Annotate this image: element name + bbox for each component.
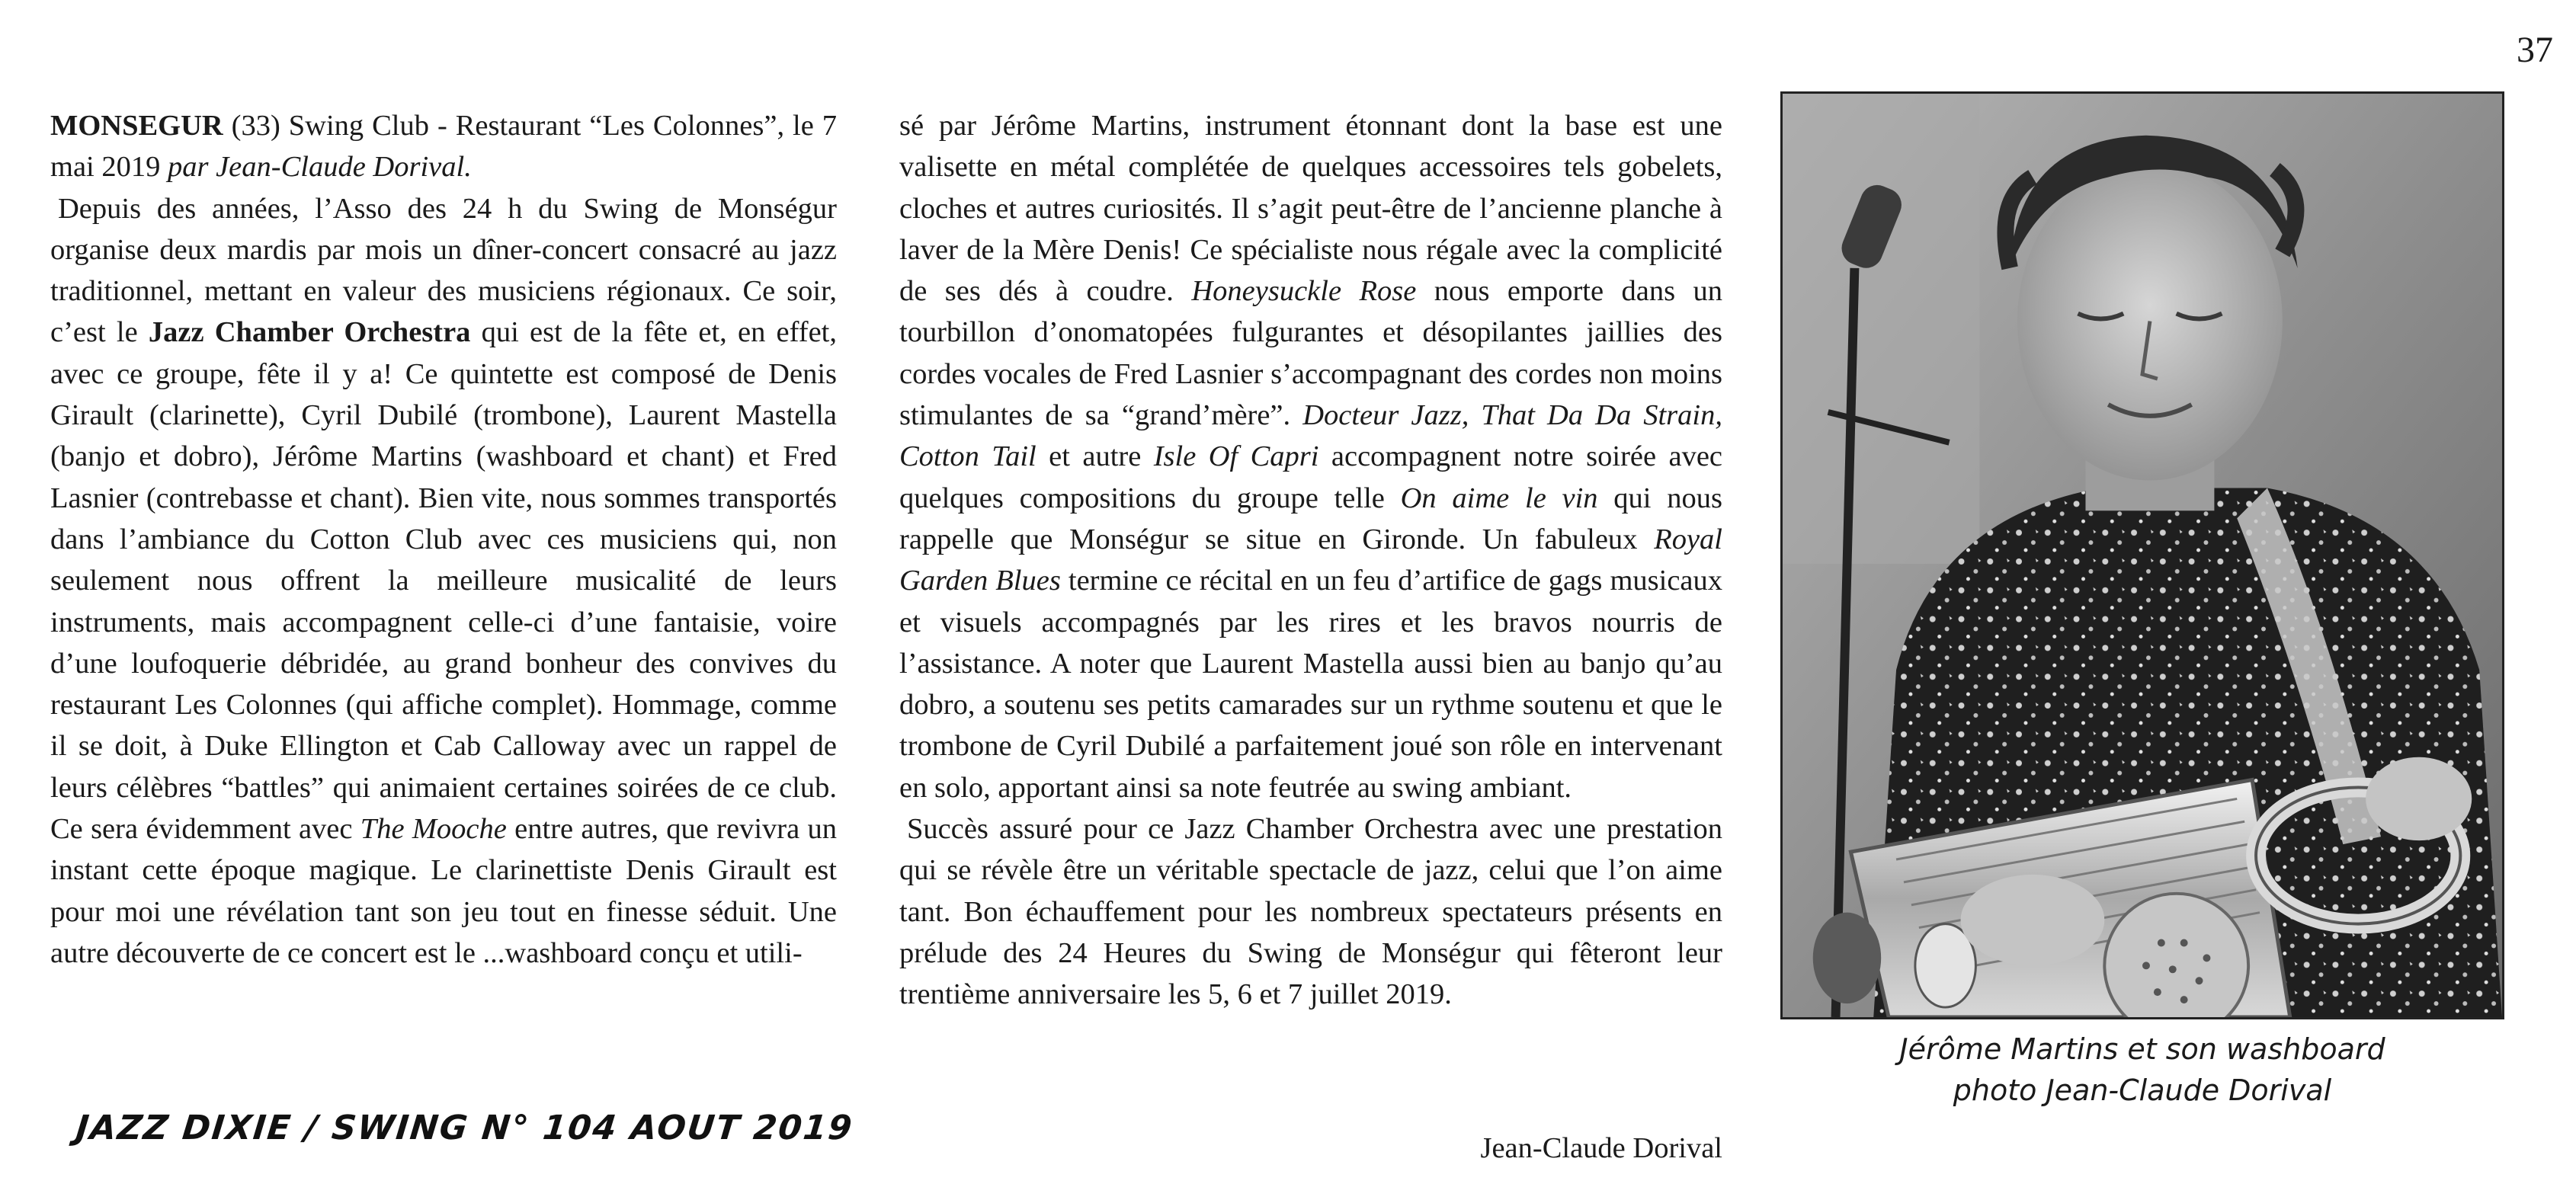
article-column-middle [899, 105, 1722, 1016]
article-column-left [50, 105, 837, 974]
photo-credit: photo Jean-Claude Dorival [1953, 1074, 2332, 1107]
handwritten-source-note: JAZZ DIXIE / SWING N° 104 AOUT 2019 [74, 1109, 855, 1147]
article-paragraph-2 [899, 105, 1722, 808]
paragraph-text: termine ce récital en un feu d’artifice de gags musicaux et visuels accompagnés par les rires et les bravos nourris de l’assistance. A noter que Laurent Mastella aussi bien au banjo qu’au dobro, a soutenu ses petits camarades sur un rythme soutenu et que le trombone de Cyril Dubilé a parfaitement joué son rôle en intervenant en solo, apportant ainsi sa note feutrée au swing ambiant. [899, 565, 1722, 804]
article-byline: par Jean-Claude Dorival. [167, 151, 472, 184]
article-paragraph-3: Succès assuré pour ce Jazz Chamber Orchestra avec une prestation qui se révèle être un véritable spectacle de jazz, celui que l’on aime tant. Bon échauffement pour les nombreux spectateurs présents en prélude des 24 Heures du Swing de Monségur qui fêteront leur trentième anniversaire les 5, 6 et 7 juillet 2019. [899, 813, 1722, 1011]
paragraph-text: et autre [1036, 440, 1154, 473]
song-title: On aime le vin [1400, 482, 1598, 514]
song-title: Docteur Jazz, That Da Da Strain, Cotton Tail [899, 399, 1722, 473]
article-photo [1780, 91, 2504, 1019]
article-signature: Jean-Claude Dorival [1480, 1132, 1722, 1164]
band-name: Jazz Chamber Orchestra [148, 316, 471, 349]
article-paragraph-1 [50, 188, 837, 974]
article-location: MONSEGUR [50, 110, 223, 142]
article-venue-date: (33) Swing Club - Restaurant “Les Colonnes”, le 7 mai 2019 [50, 110, 837, 184]
paragraph-text: entre autres, que revivra un instant cette époque magique. Le clarinettiste Denis Girault est pour moi une révélation tant son jeu tout en finesse séduit. Une autre découverte de ce concert est le ...washboard conçu et utili- [50, 813, 837, 969]
article-lead [50, 105, 837, 188]
paragraph-text: sé par Jérôme Martins, instrument étonnant dont la base est une valisette en métal complétée de quelques accessoires tels gobelets, cloches et autres curiosités. Il s’agit peut-être de l’ancienne planche à laver de la Mère Denis! Ce spécialiste nous régale avec la complicité de ses dés à coudre. [899, 110, 1722, 308]
song-title: Isle Of Capri [1153, 440, 1319, 473]
page-number: 37 [2517, 30, 2553, 70]
paragraph-text: Depuis des années, l’Asso des 24 h du Swing de Monségur organise deux mardis par mois un dîner-concert consacré au jazz traditionnel, mettant en valeur des musiciens régionaux. Ce soir, c’est le [50, 192, 837, 349]
photo-caption [1780, 1029, 2504, 1111]
paragraph-text: nous emporte dans un tourbillon d’onomatopées fulgurantes et désopilantes jaillies des cordes vocales de Fred Lasnier s’accompagnant des cordes non moins stimulantes de sa “grand’mère”. [899, 275, 1722, 432]
song-title: The Mooche [360, 813, 507, 846]
song-title: Royal Garden Blues [899, 523, 1722, 597]
musician-photo-illustration [1783, 94, 2502, 1017]
paragraph-text: qui est de la fête et, en effet, avec ce groupe, fête il y a! Ce quintette est composé de Denis Girault (clarinette), Cyril Dubilé (trombone), Laurent Mastella (banjo et dobro), Jérôme Martins (washboard et chant) et Fred Lasnier (contrebasse et chant). Bien vite, nous sommes transportés dans l’ambiance du Cotton Club avec ces musiciens qui, non seulement nous offrent la meilleure musicalité de leurs instruments, mais accompagnent celle-ci d’une fantaisie, voire d’une loufoquerie débridée, au grand bonheur des convives du restaurant Les Colonnes (qui affiche complet). Hommage, comme il se doit, à Duke Ellington et Cab Calloway avec un rappel de leurs célèbres “battles” qui animaient certaines soirées de ce club. Ce sera évidemment avec [50, 316, 837, 846]
photo-caption-title: Jérôme Martins et son washboard [1899, 1032, 2385, 1066]
paragraph-text: qui nous rappelle que Monségur se situe en Gironde. Un fabuleux [899, 482, 1722, 555]
paragraph-text: accompagnent notre soirée avec quelques compositions du groupe telle [899, 440, 1722, 514]
song-title: Honeysuckle Rose [1191, 275, 1417, 308]
